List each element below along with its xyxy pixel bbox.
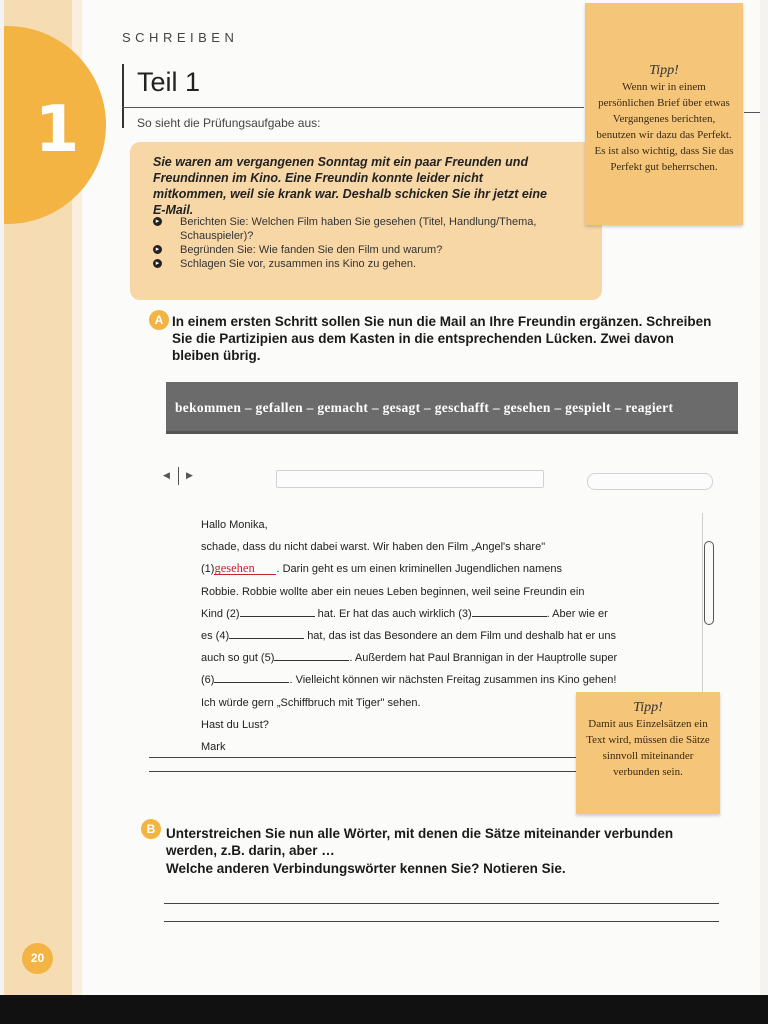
letter-signature: Mark (201, 740, 226, 753)
scrollbar-thumb[interactable] (704, 541, 714, 625)
arrow-bullet-icon: ▸ (153, 217, 162, 226)
task-bullet (153, 257, 583, 271)
letter-line: Robbie. Robbie wollte aber ein neues Leben beginnen, weil seine Freundin ein (201, 585, 585, 598)
answer-blank-5[interactable] (274, 660, 349, 661)
scan-bottom-band (0, 995, 768, 1024)
writing-line[interactable] (164, 903, 719, 904)
task-bullet (153, 215, 583, 243)
answer-blank-1[interactable]: gesehen (214, 562, 276, 575)
letter-line: schade, dass du nicht dabei warst. Wir haben den Film „Angel's share" (201, 541, 546, 554)
tipp-text: Damit aus Einzelsätzen ein Text wird, müssen die Sätze sinnvoll miteinander verbunden sein. (586, 718, 710, 778)
answer-blank-2[interactable] (240, 616, 315, 617)
task-bullet-text: Schlagen Sie vor, zusammen ins Kino zu gehen. (180, 258, 417, 270)
exercise-b-badge: B (141, 819, 161, 839)
intro-text: So sieht die Prüfungsaufgabe aus: (137, 116, 321, 130)
tipp-text: Wenn wir in einem persönlichen Brief über etwas Vergangenes berichten, benutzen wir dazu das Perfekt. Es ist also wichtig, dass Sie das Perfekt gut beherrschen. (594, 81, 734, 173)
letter-text: es (4) (201, 629, 230, 642)
arrow-bullet-icon: ▸ (153, 245, 162, 254)
exercise-b-instruction-2: Welche anderen Verbindungswörter kennen Sie? Notieren Sie. (166, 861, 566, 876)
answer-blank-4[interactable] (229, 638, 304, 639)
letter-text: hat. Er hat das auch wirklich (3) (317, 607, 472, 620)
answer-blank-6[interactable] (214, 682, 289, 683)
word-box-text: bekommen – gefallen – gemacht – gesagt – geschafft – gesehen – gespielt – reagiert (175, 400, 674, 415)
letter-line (201, 603, 661, 625)
letter-text: . Außerdem hat Paul Brannigan in der Hauptrolle super (349, 652, 618, 665)
tipp-note-perfekt (585, 3, 743, 225)
letter-line (201, 647, 661, 669)
scrollbar-track (702, 513, 703, 693)
letter-text: . Vielleicht können wir nächsten Freitag zusammen ins Kino gehen! (289, 674, 617, 687)
back-arrow-icon[interactable]: ◀ (163, 470, 170, 480)
page-number: 20 (22, 943, 53, 974)
search-field[interactable] (587, 473, 713, 490)
task-bullet (153, 243, 583, 257)
word-box (166, 382, 738, 434)
task-bullets (153, 215, 583, 271)
letter-text: (6) (201, 674, 215, 687)
task-bullet-text: Berichten Sie: Welchen Film haben Sie gesehen (Titel, Handlung/Thema, Schauspieler)? (180, 216, 537, 242)
letter-text: Kind (2) (201, 607, 240, 620)
exercise-a-badge: A (149, 310, 169, 330)
teil-bar (122, 64, 124, 128)
letter-line: Hast du Lust? (201, 718, 269, 731)
section-label: SCHREIBEN (122, 30, 239, 45)
exercise-b-instruction-1: Unterstreichen Sie nun alle Wörter, mit denen die Sätze miteinander verbunden werden, z.B. darin, aber … (166, 826, 674, 858)
letter-line (201, 558, 661, 580)
blank-label: (1) (201, 563, 215, 576)
letter-line (201, 625, 661, 647)
textbook-page (4, 0, 760, 995)
page-title: Teil 1 (137, 67, 201, 97)
tipp-note-verbindung (576, 692, 720, 814)
answer-blank-3[interactable] (472, 616, 547, 617)
writing-line[interactable] (149, 771, 579, 772)
writing-line[interactable] (164, 921, 719, 922)
title-rule-right (744, 112, 760, 113)
letter-line: Ich würde gern „Schiffbruch mit Tiger" sehen. (201, 696, 421, 709)
letter-line (201, 669, 661, 691)
nav-separator (178, 467, 179, 485)
letter-text: auch so gut (5) (201, 652, 275, 665)
exercise-a-instruction: In einem ersten Schritt sollen Sie nun die Mail an Ihre Freundin ergänzen. Schreiben Sie die Partizipien aus dem Kasten in die entsprechenden Lücken. Zwei davon bleiben übrig. (172, 314, 712, 363)
address-field[interactable] (276, 470, 544, 488)
writing-line[interactable] (149, 757, 579, 758)
letter-text: . Aber wie er (546, 607, 608, 620)
tipp-heading: Tipp! (633, 700, 663, 715)
task-bullet-text: Begründen Sie: Wie fanden Sie den Film und warum? (180, 244, 443, 256)
letter-text: hat, das ist das Besondere an dem Film und deshalb hat er uns (307, 629, 616, 642)
letter-text: . Darin geht es um einen kriminellen Jugendlichen namens (276, 563, 563, 576)
task-box (130, 142, 602, 300)
title-rule (122, 107, 584, 108)
forward-arrow-icon[interactable]: ▶ (186, 470, 193, 480)
letter-line: Hallo Monika, (201, 519, 268, 531)
arrow-bullet-icon: ▸ (153, 259, 162, 268)
tipp-heading: Tipp! (649, 63, 679, 78)
chapter-number: 1 (34, 93, 80, 167)
task-text: Sie waren am vergangenen Sonntag mit ein paar Freunden und Freundinnen im Kino. Eine Freundin konnte leider nicht mitkommen, weil sie krank war. Deshalb schicken Sie ihr jetzt eine E-Mail. (153, 155, 547, 217)
exercise-b-instruction (166, 825, 726, 877)
